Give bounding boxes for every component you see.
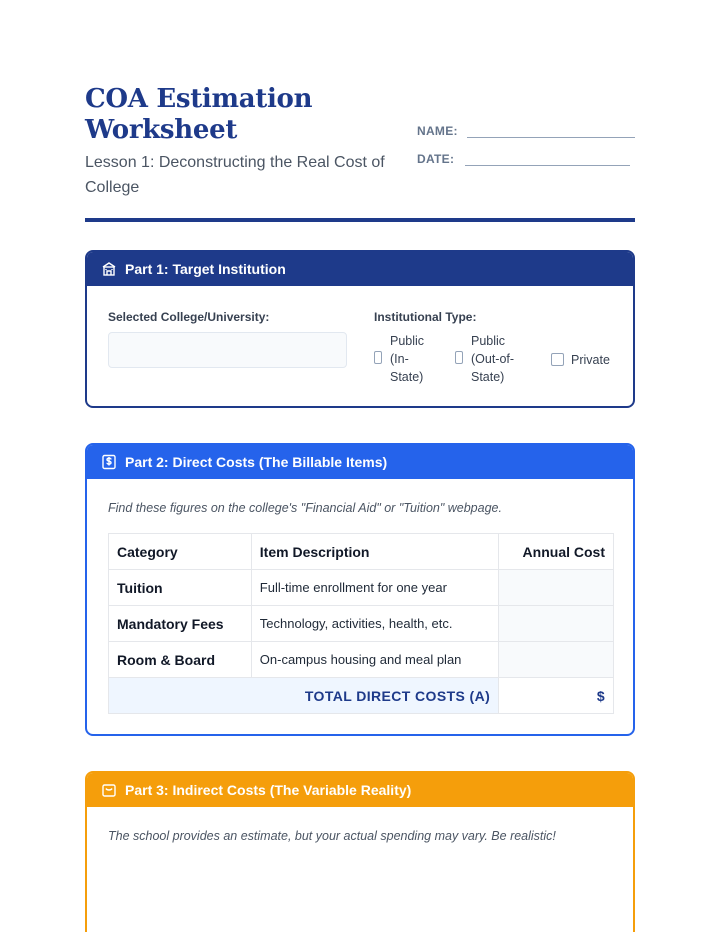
part3-title: Part 3: Indirect Costs (The Variable Reality): [125, 782, 412, 798]
page-title: COA Estimation Worksheet: [85, 84, 313, 145]
name-label: NAME:: [417, 124, 458, 138]
private-checkbox[interactable]: [551, 353, 564, 366]
part1-header: [87, 252, 633, 286]
college-input[interactable]: [108, 332, 347, 368]
row-category: Room & Board: [109, 642, 252, 678]
tuition-cost-input[interactable]: [499, 570, 614, 606]
name-field[interactable]: [467, 124, 635, 138]
public-out-of-state-label: Public (Out-of- State): [471, 334, 515, 384]
part2-note: Find these figures on the college's "Financial Aid" or "Tuition" webpage.: [108, 501, 502, 515]
table-row: [109, 606, 614, 642]
page-subtitle: Lesson 1: Deconstructing the Real Cost of College: [85, 154, 385, 196]
direct-costs-table: [108, 533, 614, 714]
type-label: Institutional Type:: [374, 310, 477, 324]
option-public-in-state[interactable]: [374, 332, 424, 386]
column-header-description: Item Description: [251, 534, 498, 570]
row-category: Mandatory Fees: [109, 606, 252, 642]
worksheet-header: [85, 84, 635, 224]
part3-card: [85, 771, 635, 932]
row-description: On-campus housing and meal plan: [251, 642, 498, 678]
column-header-annual-cost: Annual Cost: [499, 534, 614, 570]
table-row: [109, 570, 614, 606]
college-label: Selected College/University:: [108, 310, 270, 324]
part1-card: [85, 250, 635, 408]
fees-cost-input[interactable]: [499, 606, 614, 642]
table-header-row: [109, 534, 614, 570]
room-board-cost-input[interactable]: [499, 642, 614, 678]
part3-header: [87, 773, 633, 807]
public-out-of-state-checkbox[interactable]: [455, 351, 463, 364]
date-row: [417, 146, 635, 166]
row-category: Tuition: [109, 570, 252, 606]
private-label: Private: [571, 353, 610, 367]
total-direct-costs-value[interactable]: $: [499, 678, 614, 714]
option-public-out-of-state[interactable]: [455, 332, 514, 386]
student-meta: [417, 118, 635, 174]
date-field[interactable]: [465, 152, 630, 166]
total-row: [109, 678, 614, 714]
part3-note: The school provides an estimate, but your actual spending may vary. Be realistic!: [108, 829, 556, 843]
header-divider: [85, 218, 635, 222]
wallet-icon: [101, 782, 117, 798]
part2-card: [85, 443, 635, 736]
part2-title: Part 2: Direct Costs (The Billable Items): [125, 454, 388, 470]
public-in-state-checkbox[interactable]: [374, 351, 382, 364]
total-direct-costs-label: TOTAL DIRECT COSTS (A): [109, 678, 499, 714]
name-row: [417, 118, 635, 138]
institution-icon: [101, 261, 117, 277]
table-row: [109, 642, 614, 678]
date-label: DATE:: [417, 152, 455, 166]
dollar-receipt-icon: [101, 454, 117, 470]
part2-header: [87, 445, 633, 479]
row-description: Full-time enrollment for one year: [251, 570, 498, 606]
public-in-state-label: Public (In- State): [390, 334, 425, 384]
part1-title: Part 1: Target Institution: [125, 261, 286, 277]
row-description: Technology, activities, health, etc.: [251, 606, 498, 642]
option-private[interactable]: [551, 351, 610, 369]
column-header-category: Category: [109, 534, 252, 570]
